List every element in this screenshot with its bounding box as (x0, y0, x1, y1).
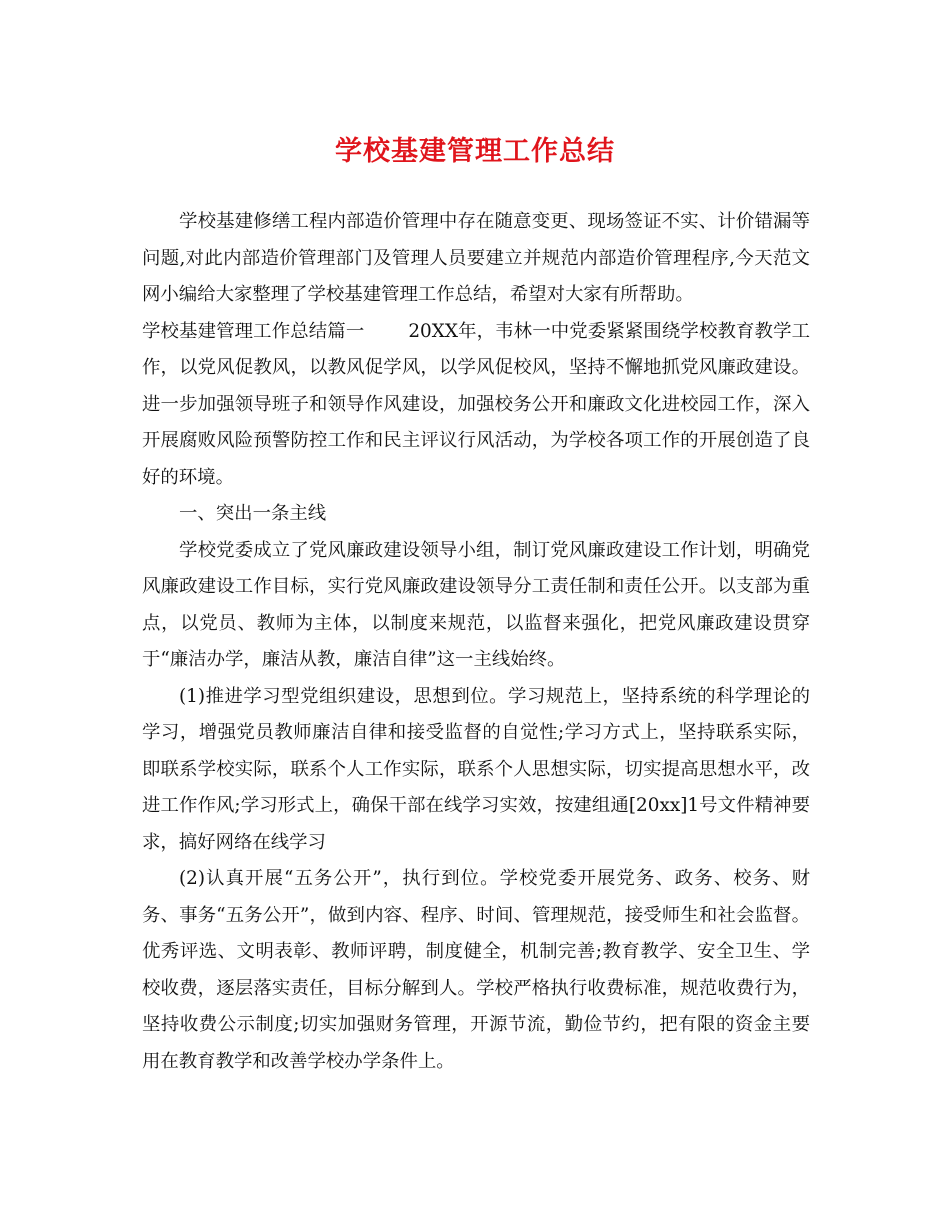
section-intro: 20XX年，韦林一中党委紧紧围绕学校教育教学工作，以党风促教风，以教风促学风，以学风促校风，坚持不懈地抓党风廉政建设。进一步加强领导班子和领导作风建设，加强校务公开和廉政文化进校园工作，深入开展腐败风险预警防控工作和民主评议行风活动，为学校各项工作的开展创造了良好的环境。 (142, 320, 810, 488)
section-paragraph (142, 314, 810, 497)
part-one-paragraph: 学校党委成立了党风廉政建设领导小组，制订党风廉政建设工作计划，明确党风廉政建设工作目标，实行党风廉政建设领导分工责任制和责任公开。以支部为重点，以党员、教师为主体，以制度来规范，以监督来强化，把党风廉政建设贯穿于“廉洁办学，廉洁从教，廉洁自律”这一主线始终。 (142, 539, 810, 670)
intro-paragraph: 学校基建修缮工程内部造价管理中存在随意变更、现场签证不实、计价错漏等问题,对此内部造价管理部门及管理人员要建立并规范内部造价管理程序,今天范文网小编给大家整理了学校基建管理工作总结，希望对大家有所帮助。 (142, 211, 810, 305)
part-one-heading: 一、突出一条主线 (179, 503, 327, 524)
item-one-paragraph: (1)推进学习型党组织建设，思想到位。学习规范上，坚持系统的科学理论的学习，增强党员教师廉洁自律和接受监督的自觉性;学习方式上，坚持联系实际，即联系学校实际，联系个人工作实际，联系个人思想实际，切实提高思想水平，改进工作作风;学习形式上，确保干部在线学习实效，按建组通[20xx]1号文件精神要求，搞好网络在线学习 (142, 685, 810, 853)
document-title: 学校基建管理工作总结 (335, 136, 615, 167)
item-two-paragraph: (2)认真开展“五务公开”，执行到位。学校党委开展党务、政务、校务、财务、事务“五务公开”，做到内容、程序、时间、管理规范，接受师生和社会监督。优秀评选、文明表彰、教师评聘，制度健全，机制完善;教育教学、安全卫生、学校收费，逐层落实责任，目标分解到人。学校严格执行收费标准，规范收费行为，坚持收费公示制度;切实加强财务管理，开源节流，勤俭节约，把有限的资金主要用在教育教学和改善学校办学条件上。 (142, 868, 810, 1072)
section-heading: 学校基建管理工作总结篇一 (142, 320, 365, 342)
document-body (142, 204, 810, 1080)
